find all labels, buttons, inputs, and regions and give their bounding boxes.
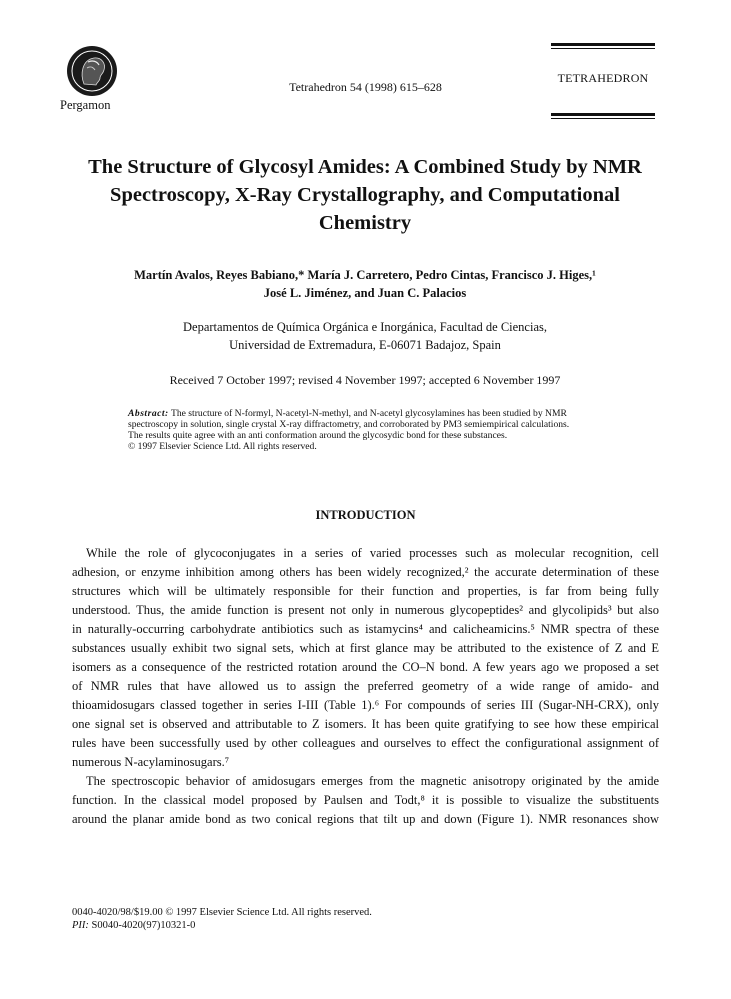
affiliation-line-1: Departamentos de Química Orgánica e Inorgánica, Facultad de Ciencias, bbox=[183, 320, 547, 334]
authors-line-1: Martín Avalos, Reyes Babiano,* María J. Carretero, Pedro Cintas, Francisco J. Higes,¹ bbox=[134, 268, 596, 282]
introduction-body bbox=[72, 544, 659, 829]
received-dates: Received 7 October 1997; revised 4 November 1997; accepted 6 November 1997 bbox=[169, 373, 561, 387]
body-line: While the role of glycoconjugates in a series of varied processes such as molecular recognition, cell bbox=[86, 546, 659, 560]
body-line: in naturally-occurring carbohydrate antibiotics such as istamycins⁴ and calicheamicins.⁵ NMR spectra of these bbox=[72, 622, 659, 636]
body-line: structures which will be ultimately responsible for their function and properties, is far from being fully bbox=[72, 584, 659, 598]
body-line: function. In the classical model proposed by Paulsen and Todt,⁸ it is possible to visualize the substituents bbox=[72, 793, 659, 807]
footer bbox=[72, 906, 372, 932]
body-line: adhesion, or enzyme inhibition among others has been widely recognized,² the accurate determination of these bbox=[72, 565, 659, 579]
abstract-copyright: © 1997 Elsevier Science Ltd. All rights reserved. bbox=[128, 441, 317, 452]
body-line: thioamidosugars classed together in series I-III (Table 1).⁶ For compounds of series III (Sugar-NH-CRX), only bbox=[72, 698, 659, 712]
authors-line-2: José L. Jiménez, and Juan C. Palacios bbox=[263, 286, 467, 300]
body-line: rules have been successfully used by other colleagues and ourselves to effect the configurational assignment of bbox=[72, 736, 659, 750]
pii-label: PII: bbox=[72, 920, 89, 931]
abstract-label: Abstract: bbox=[128, 408, 169, 419]
abstract-line-2: spectroscopy in solution, single crystal X-ray diffractometry, and corroborated by PM3 semiempirical calculations. bbox=[128, 419, 570, 430]
journal-reference: Tetrahedron 54 (1998) 615–628 bbox=[289, 80, 442, 94]
article-title: The Structure of Glycosyl Amides: A Combined Study by NMR Spectroscopy, X-Ray Crystallography, and Computational Chemistry bbox=[88, 156, 642, 234]
body-line: one signal set is observed and attributable to Z isomers. It has been quite gratifying to see how these empirical bbox=[72, 717, 659, 731]
pii-value: S0040-4020(97)10321-0 bbox=[91, 920, 196, 931]
body-line: substances usually exhibit two signal sets, which at first glance may be attributed to the existence of Z and E bbox=[72, 641, 659, 655]
abstract bbox=[128, 408, 598, 452]
body-line: of NMR rules that have allowed us to assign the preferred geometry of a wide range of amido- and bbox=[72, 679, 659, 693]
affiliation bbox=[70, 318, 660, 354]
header-rule-top bbox=[551, 43, 655, 46]
footer-pii bbox=[72, 919, 372, 932]
body-line: numerous N-acylaminosugars.⁷ bbox=[72, 755, 230, 769]
abstract-line-1: The structure of N-formyl, N-acetyl-N-methyl, and N-acetyl glycosylamines has been studied by NMR bbox=[170, 408, 567, 419]
body-line: The spectroscopic behavior of amidosugars emerges from the magnetic anisotropy originated by the amide bbox=[86, 774, 659, 788]
publisher-name: Pergamon bbox=[60, 98, 111, 112]
header-rule-top-thin bbox=[551, 48, 655, 49]
header-rule-bottom bbox=[551, 113, 655, 116]
header-rule-bottom-thin bbox=[551, 118, 655, 119]
affiliation-line-2: Universidad de Extremadura, E-06071 Badajoz, Spain bbox=[229, 338, 501, 352]
body-line: around the planar amide bond as two conical regions that tilt up and down (Figure 1). NMR resonances show bbox=[72, 812, 659, 826]
footer-copyright: 0040-4020/98/$19.00 © 1997 Elsevier Science Ltd. All rights reserved. bbox=[72, 907, 372, 918]
abstract-line-3: The results quite agree with an anti conformation around the glycosydic bond for these substances. bbox=[128, 430, 508, 441]
body-line: isomers as a consequence of the restricted rotation around the CO–N bond. A few years ago we proposed a set bbox=[72, 660, 659, 674]
body-line: understood. Thus, the amide function is present not only in numerous glycopeptides² and glycolipids³ but also bbox=[72, 603, 659, 617]
author-list bbox=[70, 266, 660, 302]
journal-name: TETRAHEDRON bbox=[557, 71, 649, 85]
section-heading-introduction: INTRODUCTION bbox=[315, 508, 416, 522]
